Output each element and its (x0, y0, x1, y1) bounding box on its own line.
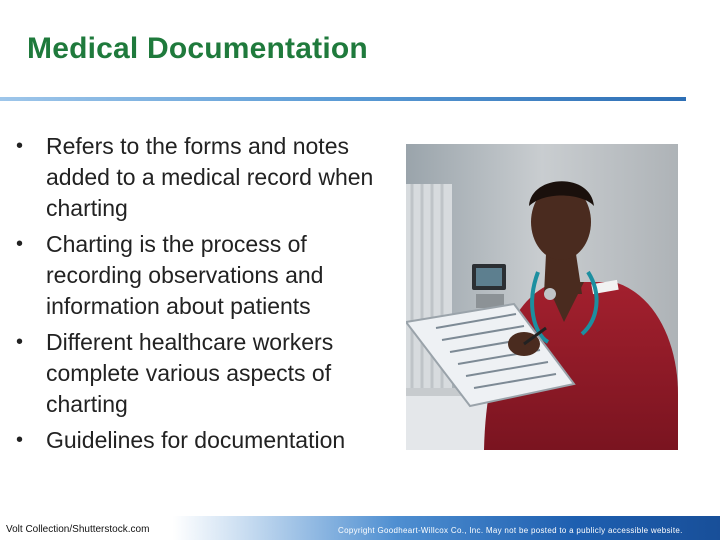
title-divider (0, 97, 686, 101)
bullet-icon: • (16, 429, 24, 451)
healthcare-worker-photo (406, 144, 678, 450)
bullet-item (14, 425, 404, 456)
bullet-icon: • (16, 233, 24, 255)
bullet-text: Different healthcare workers complete various aspects of charting (46, 329, 334, 417)
bullet-list (14, 131, 404, 461)
bullet-item (14, 229, 404, 322)
bullet-text: Refers to the forms and notes added to a medical record when charting (46, 133, 374, 221)
bullet-text: Guidelines for documentation (46, 427, 346, 453)
bullet-item (14, 131, 404, 224)
bullet-text: Charting is the process of recording observations and information about patients (46, 231, 324, 319)
copyright-notice: Copyright Goodheart-Willcox Co., Inc. May not be posted to a publicly accessible website. (338, 526, 683, 535)
slide-title: Medical Documentation (27, 32, 368, 65)
photo-illustration (406, 144, 678, 450)
bullet-icon: • (16, 331, 24, 353)
photo-credit: Volt Collection/Shutterstock.com (6, 524, 150, 535)
bullet-item (14, 327, 404, 420)
bullet-icon: • (16, 135, 24, 157)
